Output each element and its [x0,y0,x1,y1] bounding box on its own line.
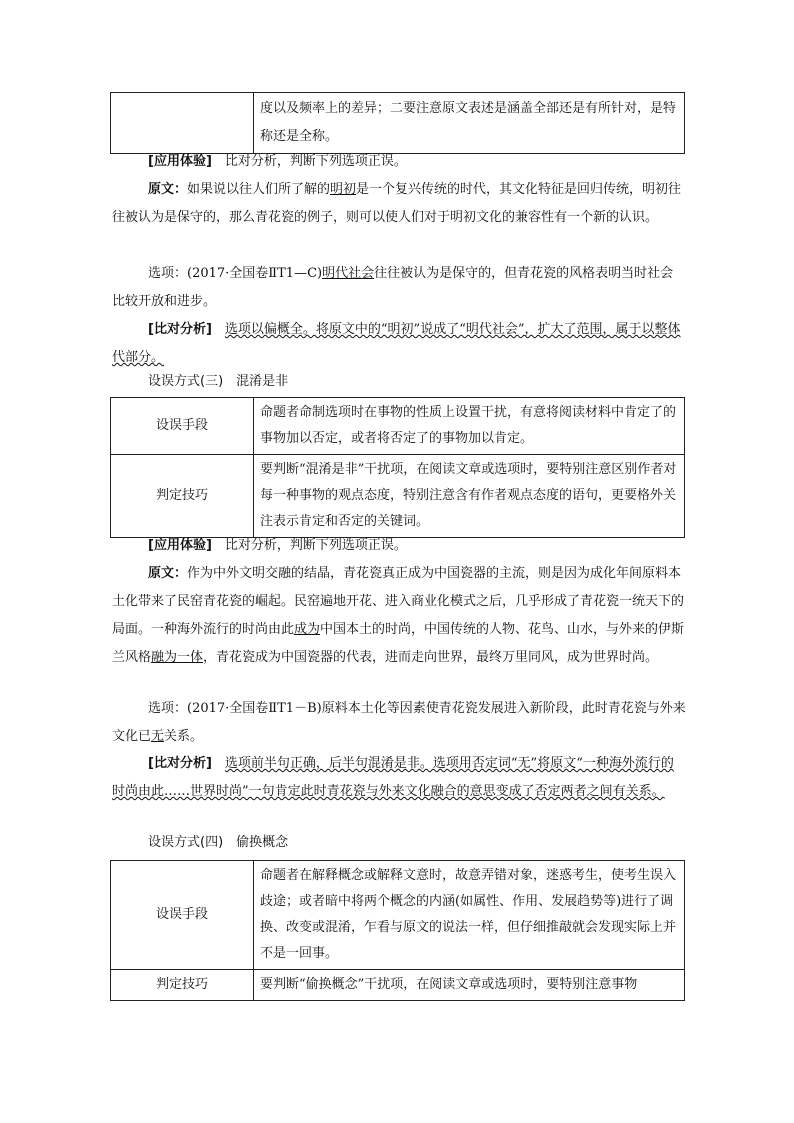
analysis-tag: [比对分析] [148,322,212,337]
original-text-part: 作为中外文明交融的结晶，青花瓷真正成为中国瓷器的主流，则是因为成化年间原料本土化带来了民窑青花瓷的崛起。民窑遍地开花、进入商业化模式之后，几乎形成了青花瓷一统天下的局面。一种海外流行的时尚由此 [112,566,685,637]
option-paragraph [112,260,686,316]
analysis-text: 选项前半句正确，后半句混淆是非。选项用否定词“无”将原文“一种海外流行的时尚由此……世界时尚”一句肯定此时青花瓷与外来文化融合的意思变成了否定两者之间有关系。 [112,756,674,799]
original-text-part: 如果说以往人们所了解的 [187,182,331,197]
original-text-part: 中国本土的时尚，中国传统的人物、花鸟、山水，与外来的伊斯兰风格 [112,622,685,665]
method4-heading: 设误方式(四) 偷换概念 [148,835,289,850]
row-text: 命题者在解释概念或解释文意时，故意弄错对象，迷惑考生，使考生误入歧途；或者暗中将两个概念的内涵(如属性、作用、发展趋势等)进行了调换、改变或混淆，乍看与原文的说法一样，但仔细推敲就会发现实际上并不是一回事。 [254,861,685,970]
row-label: 设误手段 [111,398,254,455]
method3-heading: 设误方式(三) 混淆是非 [148,374,289,389]
option-label: 选项： [148,266,188,281]
option-text: 往往被认为是保守的，但青花瓷的风格表明当时社会比较开放和进步。 [112,266,674,309]
analysis-tag: [比对分析] [148,756,212,771]
table-label-cell [111,93,254,154]
analysis-paragraph [112,750,686,806]
original-label: 原文： [148,566,188,581]
apply-line [148,532,688,560]
table-row [111,93,685,154]
row-text: 要判断“偷换概念”干扰项，在阅读文章或选项时，要特别注意事物 [254,970,685,1001]
option-paragraph [112,695,686,751]
apply-tag: [应用体验] [148,538,212,553]
analysis-text: 选项以偏概全。将原文中的“明初”说成了“明代社会”，扩大了范围，属于以整体代部分。 [112,322,681,365]
continued-table [110,92,685,154]
table-row [111,398,685,455]
apply-text: 比对分析，判断下列选项正误。 [224,538,407,553]
option-marked-term: 无 [151,729,165,744]
option-source: (2017·全国卷ⅡT1－B) [187,701,322,716]
original-text-paragraph [112,176,686,232]
original-marked-term: 成为 [294,622,321,637]
option-source: (2017·全国卷ⅡT1—C) [187,266,323,281]
original-marked-term: 融为一体 [151,650,204,665]
original-text-part: 是一个复兴传统的时代，其文化特征是回归传统，明初往往被认为是保守的，那么青花瓷的例子，则可以使人们对于明初文化的兼容性有一个新的认识。 [112,182,682,225]
original-marked-term: 明初 [330,182,357,197]
analysis-paragraph [112,316,686,372]
original-text-paragraph [112,560,686,672]
option-text: 关系。 [164,729,204,744]
option-text: 原料本土化等因素使青花瓷发展进入新阶段，此时青花瓷与外来文化已 [112,701,686,744]
apply-text: 比对分析，判断下列选项正误。 [224,154,407,169]
row-label: 判定技巧 [111,455,254,538]
row-text: 命题者命制选项时在事物的性质上设置干扰，有意将阅读材料中肯定了的事物加以否定，或者将否定了的事物加以肯定。 [254,398,685,455]
option-marked-term: 明代社会 [322,266,375,281]
apply-line [148,148,688,176]
original-label: 原文： [148,182,188,197]
option-label: 选项： [148,701,188,716]
table-text-cell: 度以及频率上的差异；二要注意原文表述是涵盖全部还是有所针对，是特称还是全称。 [254,93,685,154]
row-text: 要判断“混淆是非”干扰项，在阅读文章或选项时，要特别注意区别作者对每一种事物的观点态度，特别注意含有作者观点态度的语句，更要格外关注表示肯定和否定的关键词。 [254,455,685,538]
row-label: 设误手段 [111,861,254,970]
method3-table [110,397,685,538]
method4-table [110,860,685,1001]
table-row [111,455,685,538]
original-text-part: ，青花瓷成为中国瓷器的代表，进而走向世界，最终万里同风，成为世界时尚。 [203,650,659,665]
table-row [111,861,685,970]
table-row [111,970,685,1001]
apply-tag: [应用体验] [148,154,212,169]
row-label: 判定技巧 [111,970,254,1001]
